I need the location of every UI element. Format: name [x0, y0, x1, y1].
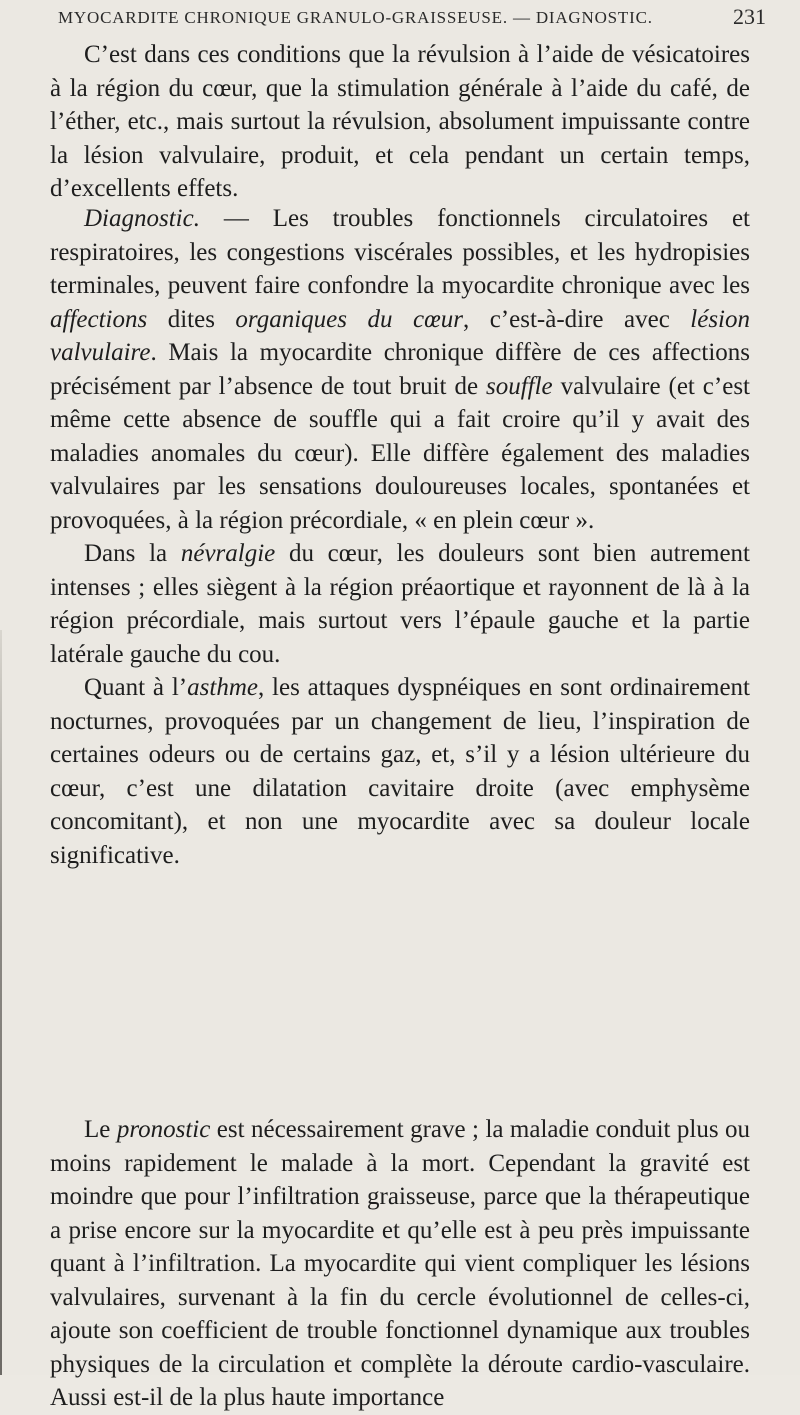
paragraph-diagnostic: Diagnostic. — Les troubles fonctionnels circulatoires et respiratoires, les congestions viscérales possibles, et les hydropisies terminales, peuvent faire confondre la myocardite chronique avec les affections dites organiques du cœur, c’est-à-dire avec lésion valvulaire. Mais la myocardite chronique diffère de ces affections précisément par l’absence de tout bruit de souffle valvulaire (et c’est même cette absence de souffle qui a fait croire qu’il y avait des maladies anomales du cœur). Elle diffère également des maladies valvulaires par les sensations douloureuses locales, spontanées et provoquées, à la région précordiale, « en plein cœur ».: [50, 205, 750, 534]
running-header: [58, 4, 766, 29]
page-edge-shadow: [0, 630, 2, 1375]
section-title-pronostic: pronostic: [116, 1116, 211, 1143]
page-number: 231: [733, 4, 766, 29]
running-title: MYOCARDITE CHRONIQUE GRANULO-GRAISSEUSE. — DIAGNOSTIC.: [58, 8, 653, 27]
paragraph-nevralgie: Dans la névralgie du cœur, les douleurs sont bien autrement intenses ; elles siègent à la région préaortique et rayonnent de là à la région précordiale, mais surtout vers l’épaule gauche et la partie latérale gauche du cou.: [50, 540, 750, 668]
section-title-diagnostic: Diagnostic.: [84, 205, 200, 232]
text-block-pronostic: [50, 1113, 750, 1415]
paragraph-pronostic: Le pronostic est nécessairement grave ; la maladie conduit plus ou moins rapidement le malade à la mort. Cependant la gravité est moindre que pour l’infiltration graisseuse, parce que la thérapeutique a prise encore sur la myocardite et qu’elle est à peu près impuissante quant à l’infiltration. La myocardite qui vient compliquer les lésions valvulaires, survenant à la fin du cercle évolutionnel de celles-ci, ajoute son coefficient de trouble fonctionnel dynamique aux troubles physiques de la circulation et complète la déroute cardio-vasculaire. Aussi est-il de la plus haute importance: [50, 1116, 751, 1411]
paragraph-asthme: Quant à l’asthme, les attaques dyspnéiques en sont ordinairement nocturnes, provoquées par un changement de lieu, l’inspiration de certaines odeurs ou de certains gaz, et, s’il y a lésion ultérieure du cœur, c’est une dilatation cavitaire droite (avec emphysème concomitant), et non une myocardite avec sa douleur locale significative.: [50, 674, 750, 869]
paragraph-revulsion: C’est dans ces conditions que la révulsion à l’aide de vésicatoires à la région du cœur, que la stimulation générale à l’aide du café, de l’éther, etc., mais surtout la révulsion, absolument impuissante contre la lésion valvulaire, produit, et cela pendant un certain temps, d’excellents effets.: [50, 41, 750, 202]
text-block-diagnostic: [50, 202, 750, 872]
text-block-top: [50, 38, 750, 206]
